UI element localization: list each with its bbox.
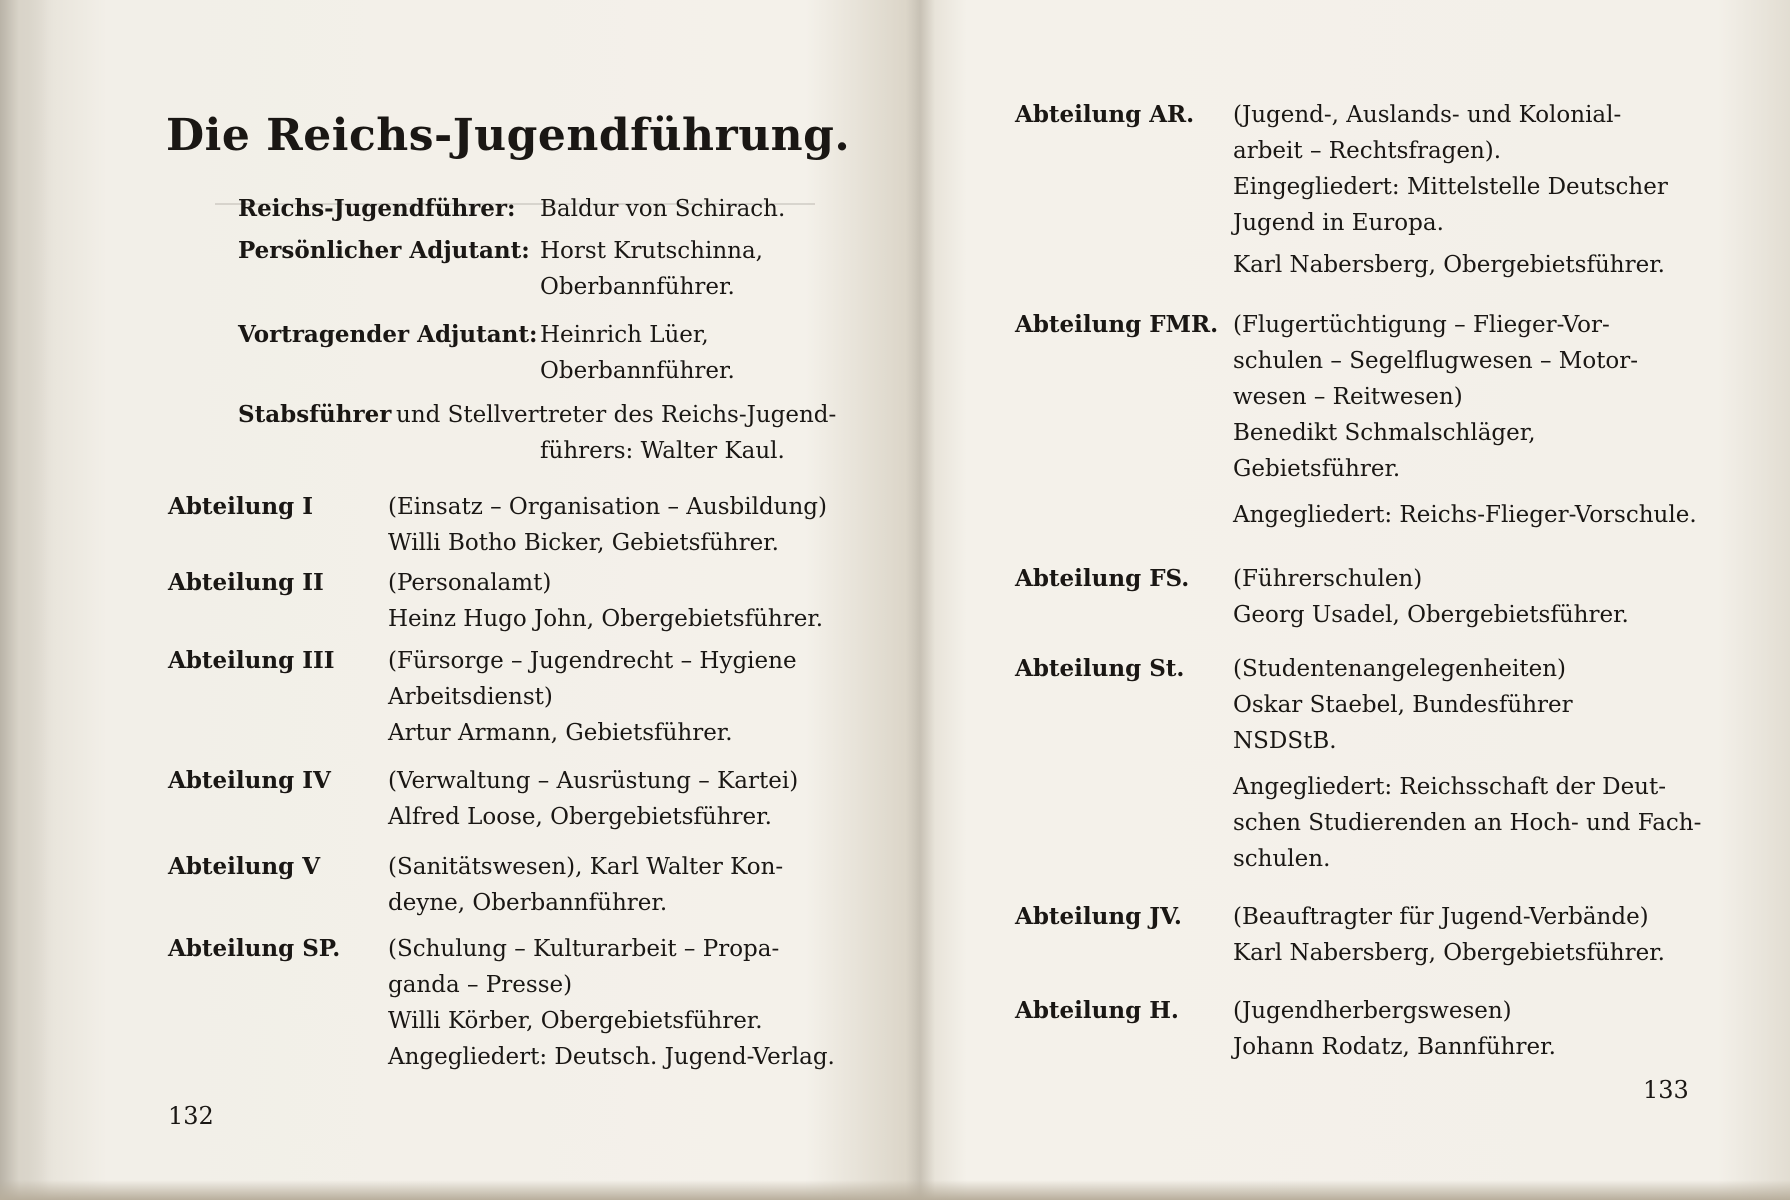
department-line: (Studentenangelegenheiten) [1233, 656, 1566, 682]
department-line: (Flugertüchtigung – Flieger-Vor- [1233, 312, 1610, 338]
department-line: (Einsatz – Organisation – Ausbildung) [388, 494, 827, 520]
department-line: (Jugend-, Auslands- und Kolonial- [1233, 102, 1622, 128]
department-label: Abteilung AR. [1015, 101, 1195, 128]
department-label: Abteilung FMR. [1015, 311, 1219, 338]
department-line: Gebietsführer. [1233, 456, 1401, 482]
department-label: Abteilung I [168, 493, 313, 520]
department-line: Karl Nabersberg, Obergebietsführer. [1233, 252, 1665, 278]
department-line: Arbeitsdienst) [388, 684, 553, 710]
department-label: Abteilung V [168, 853, 321, 880]
department-line: NSDStB. [1233, 728, 1337, 754]
department-line: Angegliedert: Reichsschaft der Deut- [1233, 774, 1667, 800]
stabsfuehrer-text: und Stellvertreter des Reichs-Jugend- [396, 402, 837, 428]
department-label: Abteilung IV [168, 767, 331, 794]
department-line: Georg Usadel, Obergebietsführer. [1233, 602, 1629, 628]
intro-value-line: Baldur von Schirach. [540, 196, 786, 222]
page-title: Die Reichs-Jugendführung. [166, 110, 851, 161]
department-line: Willi Botho Bicker, Gebietsführer. [388, 530, 779, 556]
department-line: (Sanitätswesen), Karl Walter Kon- [388, 854, 784, 880]
department-line: deyne, Oberbannführer. [388, 890, 668, 916]
intro-label-persoenlicher-adjutant: Persönlicher Adjutant: [238, 237, 530, 264]
department-line: (Jugendherbergswesen) [1233, 998, 1512, 1024]
department-line: arbeit – Rechtsfragen). [1233, 138, 1502, 164]
department-label: Abteilung FS. [1015, 565, 1190, 592]
department-line: (Verwaltung – Ausrüstung – Kartei) [388, 768, 799, 794]
department-line: Alfred Loose, Obergebietsführer. [388, 804, 772, 830]
department-line: (Schulung – Kulturarbeit – Propa- [388, 936, 780, 962]
department-line: (Fürsorge – Jugendrecht – Hygiene [388, 648, 797, 674]
department-line: schen Studierenden an Hoch- und Fach- [1233, 810, 1702, 836]
stabsfuehrer-text: führers: Walter Kaul. [540, 438, 785, 464]
department-line: schulen. [1233, 846, 1331, 872]
department-line: Benedikt Schmalschläger, [1233, 420, 1536, 446]
department-line: (Personalamt) [388, 570, 552, 596]
stabsfuehrer-label: Stabsführer [238, 401, 392, 428]
department-line: Johann Rodatz, Bannführer. [1233, 1034, 1556, 1060]
department-line: Angegliedert: Deutsch. Jugend-Verlag. [388, 1044, 835, 1070]
right-page [925, 0, 1790, 1200]
department-line: ganda – Presse) [388, 972, 573, 998]
department-label: Abteilung SP. [168, 935, 341, 962]
department-line: Jugend in Europa. [1233, 210, 1444, 236]
department-line: Karl Nabersberg, Obergebietsführer. [1233, 940, 1665, 966]
department-line: schulen – Segelflugwesen – Motor- [1233, 348, 1639, 374]
department-line: (Führerschulen) [1233, 566, 1423, 592]
department-line: Eingegliedert: Mittelstelle Deutscher [1233, 174, 1668, 200]
department-line: Angegliedert: Reichs-Flieger-Vorschule. [1233, 502, 1697, 528]
intro-value-line: Oberbannführer. [540, 358, 735, 384]
department-line: Artur Armann, Gebietsführer. [388, 720, 733, 746]
page-bottom-shadow [0, 1180, 1790, 1200]
intro-value-line: Horst Krutschinna, [540, 238, 763, 264]
department-line: Heinz Hugo John, Obergebietsführer. [388, 606, 824, 632]
page-number-left: 132 [168, 1102, 214, 1130]
department-line: Oskar Staebel, Bundesführer [1233, 692, 1573, 718]
department-line: (Beauftragter für Jugend-Verbände) [1233, 904, 1649, 930]
department-line: Willi Körber, Obergebietsführer. [388, 1008, 763, 1034]
intro-value-line: Heinrich Lüer, [540, 322, 709, 348]
department-line: wesen – Reitwesen) [1233, 384, 1463, 410]
intro-label-reichsjugendfuehrer: Reichs-Jugendführer: [238, 195, 516, 222]
intro-label-vortragender-adjutant: Vortragender Adjutant: [238, 321, 538, 348]
intro-value-line: Oberbannführer. [540, 274, 735, 300]
department-label: Abteilung II [168, 569, 324, 596]
page-number-right: 133 [1643, 1076, 1689, 1104]
department-label: Abteilung H. [1015, 997, 1179, 1024]
department-label: Abteilung III [168, 647, 335, 674]
department-label: Abteilung St. [1015, 655, 1185, 682]
department-label: Abteilung JV. [1015, 903, 1182, 930]
